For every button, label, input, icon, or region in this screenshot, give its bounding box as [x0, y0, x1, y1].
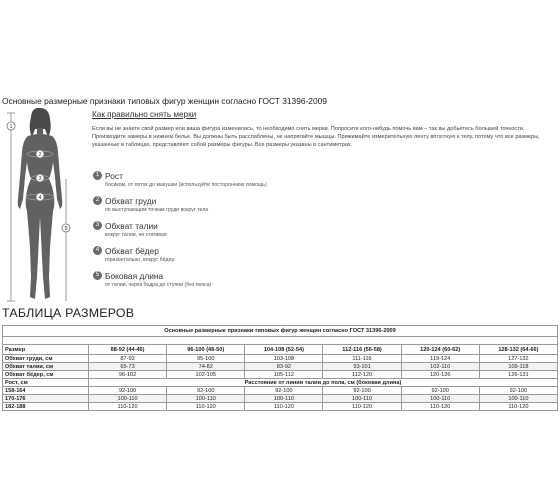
table-caption: Основные размерные признаки типовых фигур женщин согласно ГОСТ 31396-2009	[3, 326, 558, 337]
svg-text:4: 4	[38, 195, 42, 202]
table-cell: 102-105	[167, 371, 245, 379]
instructions-paragraph-1: Если вы не знаете свой размер или ваша фигура изменилась, то необходимо снять мерки. Попросите кого-нибудь помочь вам – так вы добьетесь большей точности.	[92, 126, 525, 132]
table-cell: 95-100	[167, 355, 245, 363]
table-cell: 105-112	[245, 371, 323, 379]
table-cell: 112-120	[323, 371, 401, 379]
table-cell: 109-118	[479, 363, 557, 371]
table-row	[3, 403, 558, 411]
side-length-caption: Расстояние от линии талии до пола, см (боковая длина)	[89, 379, 558, 387]
table-cell: 93-101	[323, 363, 401, 371]
table-cell: 100-110	[401, 395, 479, 403]
table-cell: 102-110	[401, 363, 479, 371]
table-row	[3, 387, 558, 395]
step-number-badge: 3	[93, 221, 102, 230]
step-hips	[93, 246, 393, 271]
table-cell: 111-116	[323, 355, 401, 363]
step-number-badge: 1	[93, 171, 102, 180]
table-row	[3, 363, 558, 371]
row-label: 170-176	[3, 395, 89, 403]
step-side-length	[93, 271, 393, 296]
table-cell: 100-110	[167, 395, 245, 403]
silhouette-graphic	[0, 107, 80, 303]
table-cell: 100-110	[245, 395, 323, 403]
step-description: горизонтально, вокруг бёдер	[105, 257, 175, 263]
size-header-cell: 112-116 (56-58)	[323, 345, 401, 355]
table-spacer-row	[3, 337, 558, 345]
size-header-cell: 88-92 (44-46)	[89, 345, 167, 355]
table-cell: 100-110	[323, 395, 401, 403]
row-label: 158-164	[3, 387, 89, 395]
table-caption-row	[3, 326, 558, 337]
table-cell: 110-120	[167, 403, 245, 411]
svg-text:5: 5	[64, 226, 68, 233]
table-row	[3, 355, 558, 363]
step-description: от талии, через бедра до ступни (без пояса)	[105, 282, 212, 288]
row-label: Обхват бёдер, см	[3, 371, 89, 379]
page-title: Основные размерные признаки типовых фигур женщин согласно ГОСТ 31396-2009	[2, 96, 327, 106]
size-label-cell: Размер	[3, 345, 89, 355]
table-cell: 126-131	[479, 371, 557, 379]
how-to-measure-title: Как правильно снять мерки	[92, 110, 197, 119]
marker-5	[62, 224, 70, 232]
measurement-instructions	[92, 110, 542, 149]
step-description: босиком, от пяток до макушки (используйте постороннюю помощь)	[105, 182, 267, 188]
table-cell: 92-100	[401, 387, 479, 395]
row-label: 182-188	[3, 403, 89, 411]
step-title: Обхват груди	[105, 196, 157, 206]
table-cell: 110-120	[479, 403, 557, 411]
step-waist	[93, 221, 393, 246]
step-number-badge: 2	[93, 196, 102, 205]
step-title: Рост	[105, 171, 123, 181]
row-label: Обхват талии, см	[3, 363, 89, 371]
step-number-badge: 5	[93, 271, 102, 280]
measurement-steps	[93, 171, 393, 296]
table-cell: 96-102	[89, 371, 167, 379]
table-cell: 92-100	[167, 387, 245, 395]
step-description: по выступающим точкам груди вокруг тела	[105, 207, 209, 213]
table-cell: 103-108	[245, 355, 323, 363]
table-cell: 83-92	[245, 363, 323, 371]
step-chest	[93, 196, 393, 221]
table-cell: 120-126	[401, 371, 479, 379]
table-cell: 100-110	[89, 395, 167, 403]
table-row	[3, 371, 558, 379]
marker-1	[7, 122, 15, 130]
table-cell: 74-82	[167, 363, 245, 371]
marker-3	[36, 174, 44, 182]
table-cell: 92-100	[479, 387, 557, 395]
table-header-row	[3, 345, 558, 355]
size-header-cell: 104-108 (52-54)	[245, 345, 323, 355]
table-cell: 92-100	[245, 387, 323, 395]
size-header-cell: 120-124 (60-62)	[401, 345, 479, 355]
table-cell: 65-73	[89, 363, 167, 371]
size-table	[2, 325, 558, 411]
row-label: Обхват груди, см	[3, 355, 89, 363]
step-title: Боковая длина	[105, 271, 164, 281]
step-title: Обхват бёдер	[105, 246, 159, 256]
table-cell: 110-120	[401, 403, 479, 411]
size-header-cell: 128-132 (64-66)	[479, 345, 557, 355]
table-cell: 127-132	[479, 355, 557, 363]
height-header-row	[3, 379, 558, 387]
marker-4	[36, 193, 44, 201]
size-table-heading: ТАБЛИЦА РАЗМЕРОВ	[2, 306, 135, 320]
table-cell: 119-124	[401, 355, 479, 363]
body-figure-illustration	[0, 107, 80, 303]
table-cell: 92-100	[89, 387, 167, 395]
svg-text:3: 3	[38, 176, 42, 183]
table-cell: 100-110	[479, 395, 557, 403]
svg-text:1: 1	[9, 124, 13, 131]
height-label-cell: Рост, см	[3, 379, 89, 387]
table-cell: 92-100	[323, 387, 401, 395]
instructions-paragraph-2: Производите замеры в нижнем белье. Вы должны быть расслаблены, не напрягайте мышцы. Прижимайте измерительную ленту вплотную к телу, потому что все размеры, указанные в таблицах, представляют собой размеры фигуры. Все размеры указаны в сантиметрах.	[92, 134, 540, 148]
step-description: вокруг талии, не стягивая	[105, 232, 167, 238]
marker-2	[36, 150, 44, 158]
size-header-cell: 96-100 (48-50)	[167, 345, 245, 355]
step-title: Обхват талии	[105, 221, 158, 231]
svg-text:2: 2	[38, 152, 42, 159]
table-row	[3, 395, 558, 403]
step-height	[93, 171, 393, 196]
table-cell: 87-92	[89, 355, 167, 363]
table-cell: 110-120	[89, 403, 167, 411]
table-cell: 110-120	[323, 403, 401, 411]
step-number-badge: 4	[93, 246, 102, 255]
table-cell: 110-120	[245, 403, 323, 411]
